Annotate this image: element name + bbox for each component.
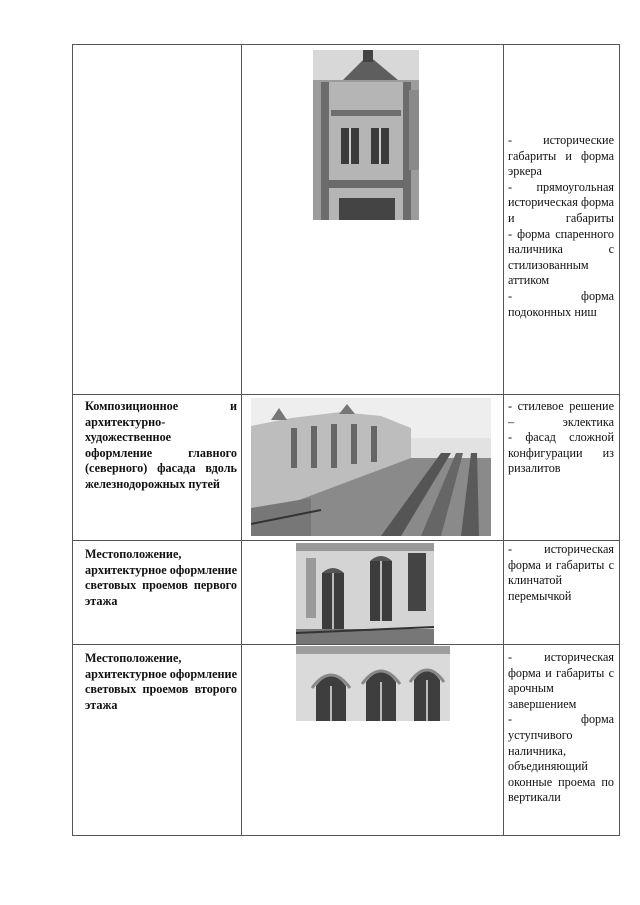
row-4-feature-1: - историческая форма и габариты с арочным завершением xyxy=(508,650,614,711)
row-2-features xyxy=(508,399,614,477)
row-3-attribute: Местоположение, архитектурное оформление световых проемов первого этажа xyxy=(85,547,237,608)
row-4-feature-2: - форма уступчивого наличника, объединяющий оконные проема по вертикали xyxy=(508,712,614,805)
row-3-feature-1: - историческая форма и габариты с клинчатой перемычкой xyxy=(508,542,614,603)
row-divider-3 xyxy=(72,644,620,645)
row-1-feature-1: - исторические габариты и форма эркера xyxy=(508,133,614,179)
row-2-attribute: Композиционное и архитектурно-художественное оформление главного (северного) фасада вдоль железнодорожных путей xyxy=(85,399,237,491)
table-border-left xyxy=(72,44,73,835)
row-divider-2 xyxy=(72,540,620,541)
table-border-top xyxy=(72,44,620,45)
table-border-bottom xyxy=(72,835,620,836)
first-floor-windows-photo xyxy=(296,543,434,644)
facade-bay-window-photo xyxy=(313,50,419,220)
row-4-attribute: Местоположение, архитектурное оформление световых проемов второго этажа xyxy=(85,651,237,712)
row-1-feature-3: - форма спаренного наличника с стилизованным аттиком xyxy=(508,226,614,288)
row-1-features xyxy=(508,133,614,320)
row-1-feature-2: - прямоугольная историческая форма и габариты xyxy=(508,179,614,225)
row-4-features xyxy=(508,650,614,806)
table-column-divider-1 xyxy=(241,44,242,835)
second-floor-arched-windows-photo xyxy=(296,646,450,721)
row-3-features xyxy=(508,542,614,604)
table-border-right xyxy=(619,44,620,835)
row-2-feature-1: - стилевое решение – эклектика xyxy=(508,399,614,429)
table-column-divider-2 xyxy=(503,44,504,835)
row-2-feature-2: - фасад сложной конфигурации из ризалитов xyxy=(508,430,614,476)
station-facade-tracks-photo xyxy=(251,398,491,536)
row-1-feature-4: - форма подоконных ниш xyxy=(508,288,614,319)
row-divider-1 xyxy=(72,394,620,395)
